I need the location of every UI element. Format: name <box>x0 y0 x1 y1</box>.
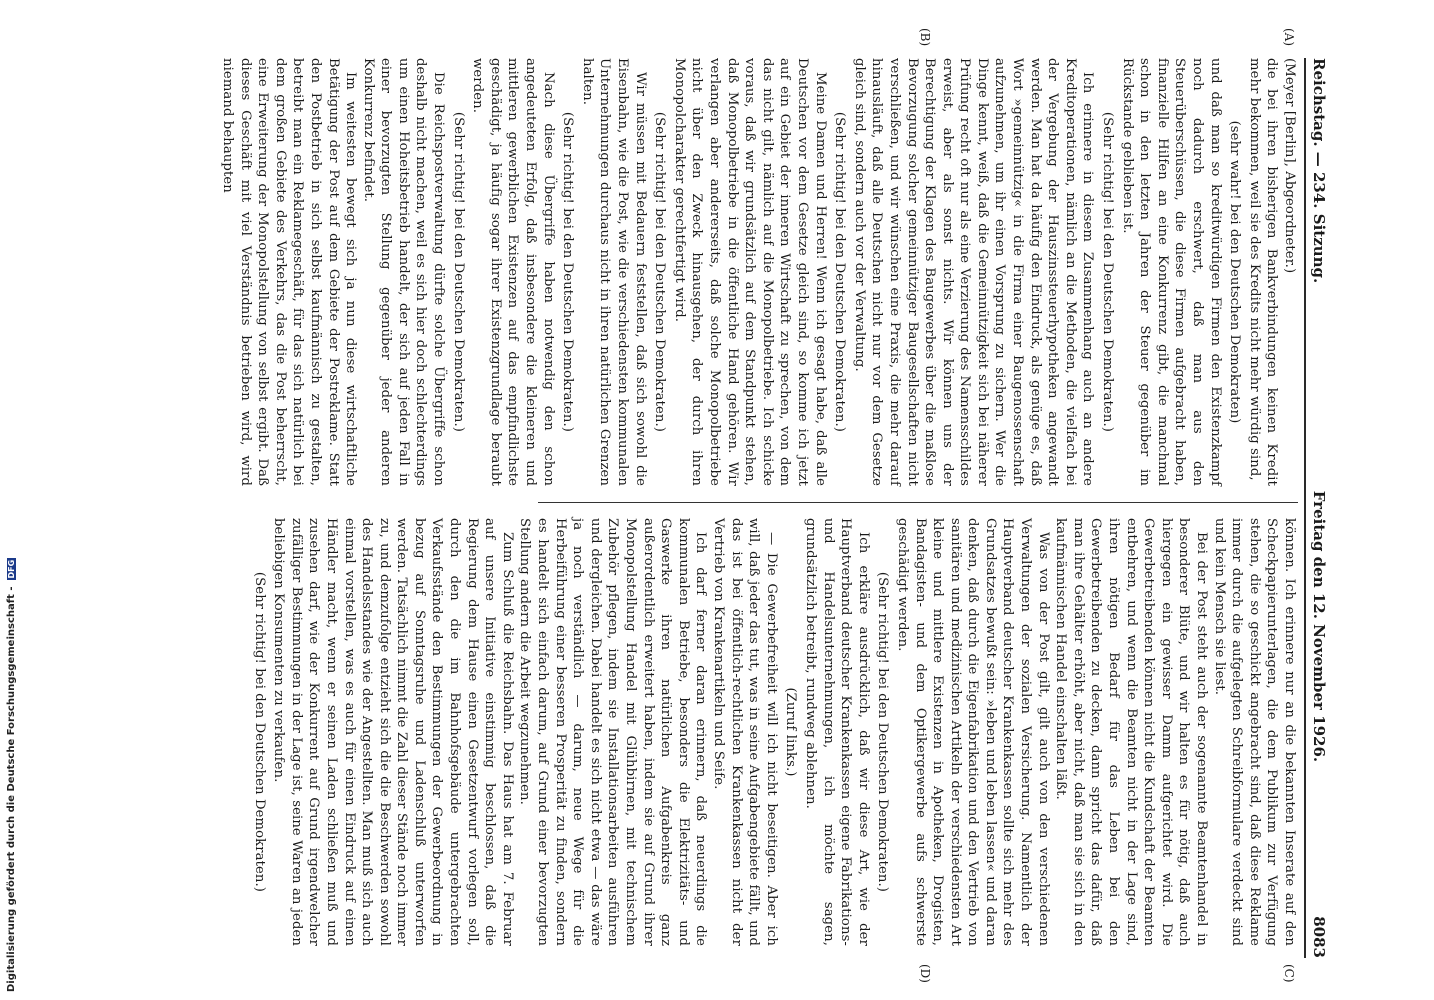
interjection: (Sehr richtig! bei den Deutschen Demokraten.) <box>251 571 267 893</box>
interjection: (Sehr richtig! bei den Deutschen Demokraten.) <box>875 571 891 893</box>
paragraph: Wir müssen mit Bedauern feststellen, daß sich sowohl die Eisenbahn, wie die Post, wie die verschiedensten kommunalen Unternehmungen durchaus nicht in ihren natürlichen Grenzen halten. <box>579 58 648 486</box>
paragraph: Ich erkläre ausdrücklich, daß wir diese Art, wie der Hauptverband deutscher Krankenkassen eigene Fabrikations- und Handelsunternehmungen, ich möchte sagen, grundsätzlich betreibt, rundweg ablehnen. <box>802 518 871 946</box>
interjection: (Sehr richtig! bei den Deutschen Demokraten.) <box>832 111 848 433</box>
interjection: (sehr wahr! bei den Deutschen Demokraten) <box>1227 120 1243 424</box>
paragraph: Die Reichspostverwaltung dürfte solche Übergriffe schon deshalb nicht machen, weil es sich hier doch schlechterdings um einen Hoheitsbetrieb handelt, der sich auf jeden Fall in einer bevorzugten Stellung gegenüber jeder anderen Konkurrenz befindet. <box>360 58 447 486</box>
page-header <box>1310 58 1332 958</box>
margin-mark-b: (B) <box>918 28 932 47</box>
paragraph: Zum Schluß die Reichsbahn. Das Haus hat am 7. Februar auf unsere Initiative einstimmig beschlossen, daß die Regierung dem Hause einen Gesetzentwurf vorlegen soll, durch den die im Bahnhofsgebäude untergebrachten Verkaufsstände den Bestimmungen der Gewerbeordnung in bezug auf Sonntagsruhe und Ladenschluß unterworfen werden. Tatsächlich nimmt die Zahl dieser Stände noch immer zu, und demzufolge entzieht sich die die Beschwerden sowohl des Handelsstandes wie der Angestellten. Man muß sich auch einmal vorstellen, was es auch für einen Eindruck auf einen Händler macht, wenn er seinen Laden schließen muß und zusehen darf, wie der Konkurrent auf Grund irgendwelcher zufälliger Bestimmungen in der Lage ist, seine Waren an jeden beliebigen Konsumenten zu verkaufen. <box>271 518 515 946</box>
paragraph: und daß man so kreditwürdigen Firmen den Existenzkampf noch dadurch erschwert, daß man aus den Steuerüberschüssen, die diese Firmen aufgebracht haben, finanzielle Hilfen an eine Konkurrenz gibt, die manchmal schon in den letzten Jahren der Steuer gegenüber im Rückstande geblieben ist. <box>1119 58 1223 486</box>
header-left: Reichstag. — 234. Sitzung. <box>1310 58 1328 284</box>
margin-mark-d: (D) <box>918 964 932 983</box>
left-column <box>218 58 1298 486</box>
paragraph: die bei ihren bisherigen Bankverbindungen keinen Kredit mehr bekommen, weil sie des Kredits nicht mehr würdig sind, <box>1246 58 1280 486</box>
paragraph: Ich erinnere in diesem Zusammenhang auch an andere Kreditoperationen, nämlich an die Methoden, die vielfach bei der Vergebung der Hauszinssteuerhypotheken angewandt werden. Man hat da häufig den Eindruck, als genüge es, daß Wort »gemeinnützig« in die Firma einer Baugenossenschaft aufzunehmen, um ihr einen Vorsprung zu sichern. Wer die Dinge kennt, weiß, daß die Gemeinnützigkeit sich bei näherer Prüfung recht oft nur als eine Verzierung des Namensschildes erweist, aber als sonst nichts. Wir können uns der Berechtigung der Klagen des Baugewerbes über die maßlose Bevorzugung solcher gemeinnütziger Baugesellschaften nicht verschließen, und wir wünschen eine Praxis, die mehr darauf hinausläuft, daß alle Deutschen nicht nur vor dem Gesetze gleich sind, sondern auch vor der Verwaltung. <box>851 58 1096 486</box>
interjection: (Sehr richtig! bei den Deutschen Demokraten.) <box>652 111 668 433</box>
paragraph: Bei der Post steht auch der sogenannte Beamtenhandel in besonderer Blüte, und wir halten es für nötig, daß auch hiergegen ein gewisser Damm aufgerichtet wird. Die Gewerbetreibenden können nicht die Kundschaft der Beamten entbehren, und wenn die Beamten nicht in der Lage sind, ihren nötigen Bedarf für das Leben bei den Gewerbetreibenden zu decken, dann spricht das dafür, daß man ihre Gehälter erhöht, aber nicht, daß man sie sich in den kaufmännischen Handel einschalten läßt. <box>1053 518 1210 946</box>
paragraph: — Die Gewerbefreiheit will ich nicht beseitigen. Aber ich will, daß jeder das tut, was in seine Aufgabengebiete fällt, und das ist bei öffentlich-rechtlichen Krankenkassen nicht der Vertrieb von Krankenartikeln und Seife. <box>711 518 779 946</box>
header-date: Freitag den 12. November 1926. <box>1310 490 1328 763</box>
paragraph: Nach diese Übergriffe haben notwendig den schon angedeuteten Erfolg, daß insbesondere die kleineren und mittleren gewerblichen Existenzen auf das empfindlichste geschädigt, ja häufig sogar ihrer Existenzgrundlage beraubt werden. <box>470 58 556 486</box>
header-rule <box>1304 58 1306 958</box>
interjection: (Sehr richtig! bei den Deutschen Demokraten.) <box>560 111 576 433</box>
paragraph: Ich darf ferner daran erinnern, daß neuerdings die kommunalen Betriebe, besonders die Elektrizitäts- und Gaswerke ihren natürlichen Aufgabenkreis ganz außerordentlich erweitert haben, indem sie auf Grund ihrer Monopolstellung Handel mit Glühbirnen, mit technischem Zubehör pflegen, indem sie Installationsarbeiten ausführen und dergleichen. Dabei handelt es sich nicht etwa — das wäre ja noch verständlich — darum, neue Wege für die Herbeiführung einer besseren Prosperität zu finden, sondern es handelt sich einfach darum, auf Grund einer bevorzugten Stellung andern die Arbeit wegzunehmen. <box>517 518 709 946</box>
interjection: (Sehr richtig! bei den Deutschen Demokraten.) <box>450 111 466 433</box>
paragraph: Was von der Post gilt, gilt auch von den verschiedenen Verwaltungen der sozialen Versicherung. Namentlich der Hauptverband deutscher Krankenkassen sollte sich mehr des Grundsatzes bewußt sein: »leben und leben lassen« und daran denken, daß durch die Eigenfabrikation und den Vertrieb von sanitären und medizinischen Artikeln der verschiedensten Art kleine und mittlere Existenzen in Apotheken, Drogisten, Bandagisten- und dem Optikergewerbe aufs schwerste geschädigt werden. <box>894 518 1051 946</box>
column-divider <box>538 502 1298 503</box>
paragraph: (Meyer [Berlin], Abgeordneter.) <box>1282 58 1297 274</box>
page-number: 8083 <box>1310 916 1328 958</box>
right-column <box>248 518 1298 946</box>
paragraph: können. Ich erinnere nur an die bekannten Inserate auf den Scheckpapierunterlagen, die dem Publikum zur Verfügung stehen, die so geschickt angebracht sind, daß diese Reklame immer durch die aufgelegten Schreibformulare verdeckt sind und kein Mensch sie liest. <box>1211 518 1297 946</box>
rotated-scan-page <box>82 28 1332 983</box>
footer-credit <box>4 2 18 1000</box>
interjection: (Sehr richtig! bei den Deutschen Demokraten.) <box>1100 111 1116 433</box>
dfg-logo: DFG <box>6 559 16 579</box>
margin-mark-a: (A) <box>1282 28 1296 47</box>
interjection: (Zuruf links.) <box>783 687 799 777</box>
paragraph: Meine Damen und Herren! Wenn ich gesagt habe, daß alle Deutschen vor dem Gesetze gleich sind, so komme ich jetzt auf ein Gebiet der inneren Wirtschaft zu sprechen, von dem das nicht gilt, nämlich auf die Monopolbetriebe. Ich schicke voraus, daß wir grundsätzlich auf dem Standpunkt stehen, daß Monopolbetriebe in die öffentliche Hand gehören. Wir verlangen aber andererseits, daß solche Monopolbetriebe nicht über den Zweck hinausgehen, der durch ihren Monopolcharakter gerechtfertigt wird. <box>671 58 828 486</box>
footer-strip <box>4 0 20 1000</box>
footer-text: Digitalisierung gefördert durch die Deutsche Forschungsgemeinschaft - <box>5 586 17 992</box>
margin-mark-c: (C) <box>1282 964 1296 983</box>
paragraph: Im weitesten bewegt sich ja nun diese wirtschaftliche Betätigung der Post auf dem Gebiete der Postreklame. Statt den Postbetrieb in sich selbst kaufmännisch zu gestalten, betreibt man ein Reklamegeschäft, für das sich natürlich bei dem großen Gebiete des Verkehrs, das die Post beherrscht, eine Erweiterung der Monopolstellung von selbst ergibt. Daß dieses Geschäft mit viel Verständnis betrieben wird, wird niemand behaupten <box>219 58 359 486</box>
